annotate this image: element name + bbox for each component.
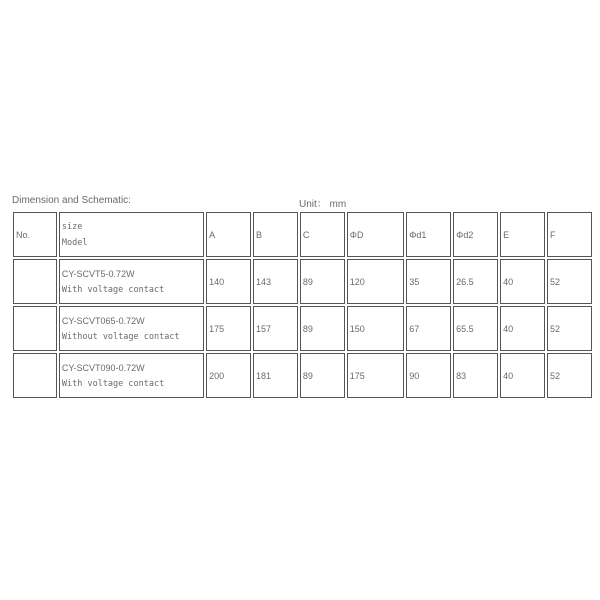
row-note: With voltage contact <box>61 378 165 389</box>
cell-b: 181 <box>253 353 298 398</box>
row-model-cell <box>59 259 204 304</box>
row-model: CY-SCVT5-0.72W <box>61 268 135 279</box>
cell-phi-d: 175 <box>347 353 404 398</box>
cell-phi-d1: 67 <box>406 306 451 351</box>
header-col-c: C <box>300 212 345 257</box>
header-model: Model <box>61 237 88 248</box>
header-col-phi-d2: Φd2 <box>453 212 498 257</box>
header-no: No. <box>13 212 57 257</box>
cell-c: 89 <box>300 259 345 304</box>
row-model: CY-SCVT065-0.72W <box>61 315 145 326</box>
header-col-a: A <box>206 212 251 257</box>
cell-phi-d2: 65.5 <box>453 306 498 351</box>
cell-a: 175 <box>206 306 251 351</box>
cell-e: 40 <box>500 259 545 304</box>
cell-phi-d1: 35 <box>406 259 451 304</box>
row-note: With voltage contact <box>61 284 165 295</box>
cell-c: 89 <box>300 353 345 398</box>
header-col-f: F <box>547 212 592 257</box>
row-no <box>13 353 57 398</box>
header-col-b: B <box>253 212 298 257</box>
row-no <box>13 259 57 304</box>
cell-c: 89 <box>300 306 345 351</box>
cell-f: 52 <box>547 353 592 398</box>
row-model-cell <box>59 306 204 351</box>
cell-e: 40 <box>500 306 545 351</box>
table-row <box>13 306 592 351</box>
cell-a: 200 <box>206 353 251 398</box>
header-size-model <box>59 212 204 257</box>
row-model: CY-SCVT090-0.72W <box>61 362 145 373</box>
cell-a: 140 <box>206 259 251 304</box>
header-col-phi-d: ΦD <box>347 212 404 257</box>
cell-b: 157 <box>253 306 298 351</box>
header-size: size <box>61 221 83 232</box>
dimension-table <box>11 210 594 400</box>
cell-f: 52 <box>547 306 592 351</box>
cell-phi-d: 150 <box>347 306 404 351</box>
table-row <box>13 353 592 398</box>
header-row <box>13 212 592 257</box>
cell-f: 52 <box>547 259 592 304</box>
row-no <box>13 306 57 351</box>
row-note: Without voltage contact <box>61 331 180 342</box>
cell-b: 143 <box>253 259 298 304</box>
header-col-phi-d1: Φd1 <box>406 212 451 257</box>
cell-phi-d2: 83 <box>453 353 498 398</box>
caption-unit: Unit： mm <box>299 199 347 210</box>
table-row <box>13 259 592 304</box>
cell-phi-d1: 90 <box>406 353 451 398</box>
cell-phi-d2: 26.5 <box>453 259 498 304</box>
row-model-cell <box>59 353 204 398</box>
header-col-e: E <box>500 212 545 257</box>
cell-phi-d: 120 <box>347 259 404 304</box>
cell-e: 40 <box>500 353 545 398</box>
table-caption <box>12 195 592 209</box>
caption-title: Dimension and Schematic: <box>12 195 131 206</box>
